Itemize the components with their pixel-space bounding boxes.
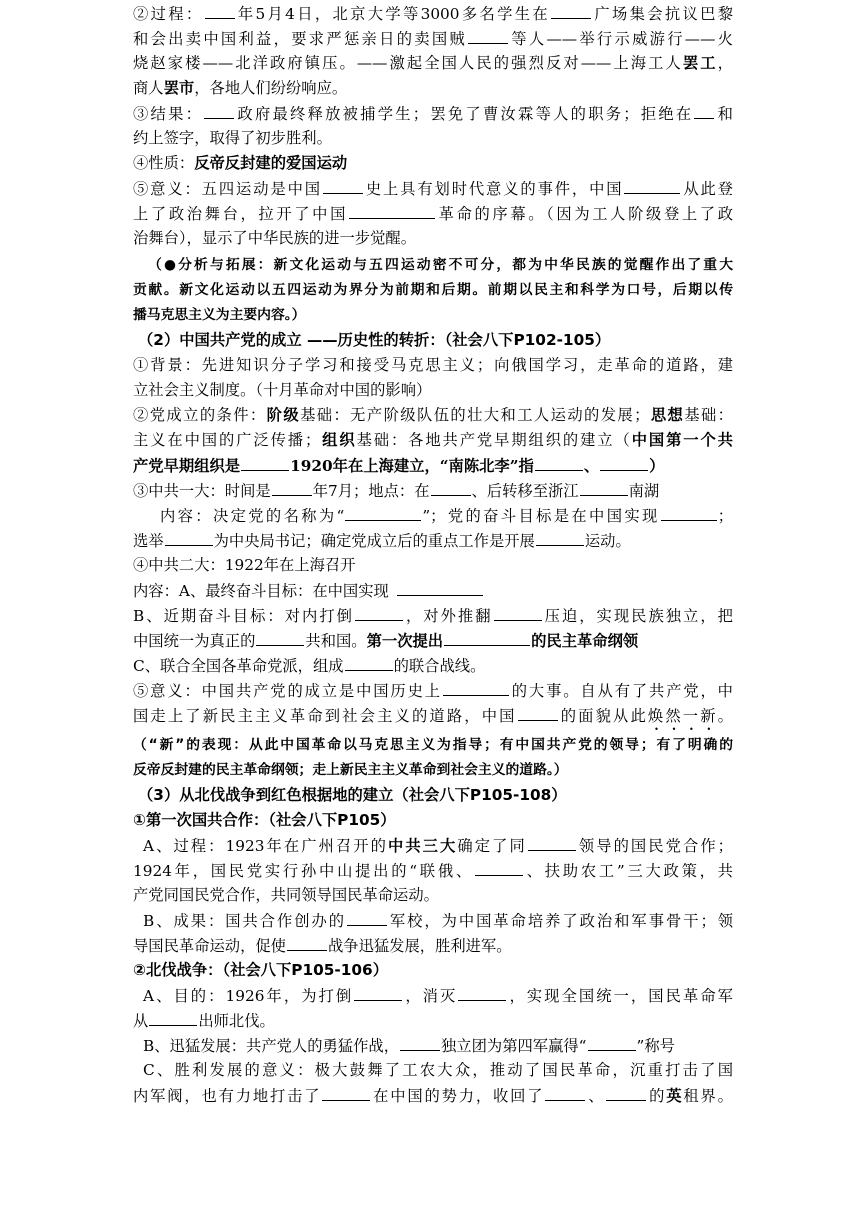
expedition-line-2: 从 出师北伐。 — [133, 1012, 275, 1030]
second-congress-line-4: 中国统一为真正的 共和国。第一次提出 的民主革命纲领 — [133, 632, 639, 650]
conditions-line-1: ②党成立的条件：阶级基础：无产阶级队伍的壮大和工人运动的发展；思想基础： — [133, 406, 733, 424]
blank — [528, 835, 576, 851]
conditions-line-2: 主义在中国的广泛传播；组织基础：各地共产党早期组织的建立（中国第一个共 — [133, 431, 733, 449]
expedition-line-4: C、胜利发展的意义：极大鼓舞了工农大众，推动了国民革命，沉重打击了国 — [143, 1061, 733, 1079]
process-line-3: 烧赵家楼——北洋政府镇压。——激起全国人民的强烈反对——上海工人罢工， — [133, 54, 733, 72]
cooperation-line-3: 产党同国民党合作，共同领导国民革命运动。 — [133, 886, 439, 904]
blank — [468, 28, 508, 44]
blank — [444, 630, 530, 646]
analysis-note-3: 播马克思主义为主要内容。） — [133, 307, 306, 323]
blank — [165, 530, 213, 546]
blank — [400, 1035, 440, 1051]
expedition-line-1: A、目的：1926年，为打倒 ，消灭 ，实现全国统一，国民革命军 — [143, 987, 733, 1005]
blank — [431, 480, 471, 496]
process-line-1: ②过程： 年5月4日，北京大学等3000多名学生在 广场集会抗议巴黎 — [133, 5, 733, 23]
blank — [241, 455, 289, 471]
meaning-line-1: ⑤意义：五四运动是中国 史上具有划时代意义的事件，中国 从此登 — [133, 180, 733, 198]
conditions-line-3: 产党早期组织是 1920年在上海建立，“南陈北李”指 、 ） — [133, 457, 665, 475]
blank — [551, 3, 591, 19]
blank — [205, 3, 235, 19]
blank — [661, 505, 717, 521]
blank — [345, 655, 393, 671]
blank — [600, 455, 648, 471]
first-congress-line-2: 内容：决定党的名称为“ ”；党的奋斗目标是在中国实现 ； — [160, 507, 733, 525]
cooperation-line-1: A、过程：1923年在广州召开的中共三大确定了同 领导的国民党合作； — [143, 837, 733, 855]
blank — [272, 480, 312, 496]
blank — [458, 985, 506, 1001]
first-congress-line-3: 选举 为中央局书记；确定党成立后的重点工作是开展 运动。 — [133, 532, 631, 550]
significance-line-2: 国走上了新民主主义革命到社会主义的道路，中国 的面貌从此焕然一新。 — [133, 707, 733, 725]
analysis-note-2: 贡献。新文化运动以五四运动为界分为前期和后期。前期以民主和科学为口号，后期以传 — [133, 282, 733, 298]
blank — [545, 1085, 585, 1101]
meaning-line-3: 治舞台），显示了中华民族的进一步觉醒。 — [133, 229, 416, 247]
blank — [624, 178, 680, 194]
blank — [345, 505, 421, 521]
second-congress-line-2: 内容：A、最终奋斗目标：在中国实现 — [133, 580, 733, 601]
cooperation-result-line-1: B、成果：国共合作创办的 军校，为中国革命培养了政治和军事骨干；领 — [143, 912, 733, 930]
blank — [494, 605, 542, 621]
expedition-line-3: B、迅猛发展：共产党人的勇猛作战， 独立团为第四军赢得“ ”称号 — [143, 1037, 675, 1055]
cooperation-line-2: 1924年，国民党实行孙中山提出的“联俄、 、扶助农工”三大政策，共 — [133, 862, 733, 880]
background-line-1: ①背景：先进知识分子学习和接受马克思主义；向俄国学习，走革命的道路，建 — [133, 356, 733, 374]
cooperation-result-line-2: 导国民革命运动，促使 战争迅猛发展，胜利进军。 — [133, 937, 512, 955]
first-congress-line-1: ③中共一大：时间是 年7月；地点：在 、后转移至浙江 南湖 — [133, 482, 660, 500]
blank — [322, 1085, 370, 1101]
blank — [588, 1035, 636, 1051]
nature-line: ④性质：反帝反封建的爱国运动 — [133, 154, 348, 172]
blank — [347, 910, 387, 926]
blank — [323, 178, 363, 194]
blank — [475, 860, 523, 876]
background-line-2: 立社会主义制度。（十月革命对中国的影响） — [133, 381, 432, 399]
blank — [580, 480, 628, 496]
expedition-line-5: 内军阀，也有力地打击了 在中国的势力，收回了 、 的英租界。 — [133, 1087, 733, 1105]
blank — [204, 103, 234, 119]
blank — [287, 935, 327, 951]
second-congress-line-3: B、近期奋斗目标：对内打倒 ，对外推翻 压迫，实现民族独立，把 — [133, 607, 733, 625]
blank — [355, 605, 403, 621]
blank — [349, 203, 435, 219]
blank — [256, 630, 304, 646]
blank — [536, 530, 584, 546]
blank — [354, 985, 402, 1001]
blank — [397, 580, 483, 596]
analysis-note-1: （●分析与拓展：新文化运动与五四运动密不可分，都为中华民族的觉醒作出了重大 — [148, 257, 733, 273]
section-3-heading: （3）从北伐战争到红色根据地的建立（社会八下P105-108） — [138, 786, 567, 804]
section-2-heading: （2）中国共产党的成立 ——历史性的转折：（社会八下P102-105） — [138, 331, 611, 349]
result-line-1: ③结果： 政府最终释放被捕学生；罢免了曹汝霖等人的职务；拒绝在 和 — [133, 105, 733, 123]
blank — [535, 455, 583, 471]
result-line-2: 约上签字，取得了初步胜利。 — [133, 129, 332, 147]
process-line-2: 和会出卖中国利益，要求严惩亲日的卖国贼 等人——举行示威游行——火 — [133, 30, 733, 48]
blank — [694, 103, 714, 119]
new-note-2: 反帝反封建的民主革命纲领；走上新民主主义革命到社会主义的道路。） — [133, 762, 568, 778]
second-congress-line-5: C、联合全国各革命党派，组成 的联合战线。 — [133, 657, 486, 675]
second-congress-line-1: ④中共二大：1922年在上海召开 — [133, 556, 356, 574]
blank — [149, 1010, 197, 1026]
blank — [518, 705, 558, 721]
process-line-4: 商人罢市，各地人们纷纷响应。 — [133, 79, 348, 97]
blank — [443, 680, 509, 696]
cooperation-heading: ①第一次国共合作：（社会八下P105） — [133, 811, 396, 829]
blank — [606, 1085, 646, 1101]
significance-line-1: ⑤意义：中国共产党的成立是中国历史上 的大事。自从有了共产党，中 — [133, 682, 733, 700]
meaning-line-2: 上了政治舞台，拉开了中国 革命的序幕。（因为工人阶级登上了政 — [133, 205, 733, 223]
new-note-1: （“新”的表现：从此中国革命以马克思主义为指导；有中国共产党的领导；有了明确的 — [133, 737, 733, 753]
northern-expedition-heading: ②北伐战争：（社会八下P105-106） — [133, 961, 388, 979]
